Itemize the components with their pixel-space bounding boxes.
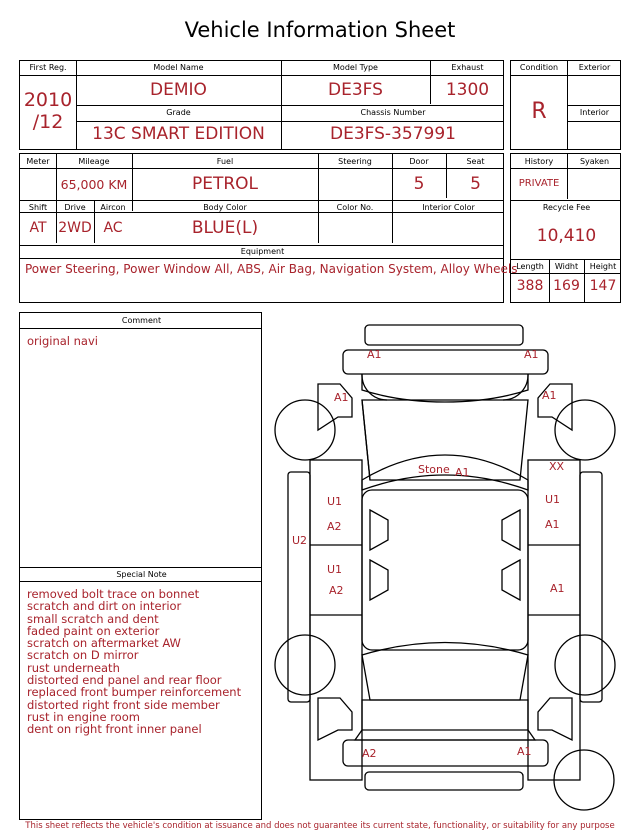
- special-note-list: [27, 588, 241, 736]
- chassis-number-value: DE3FS-357991: [330, 124, 456, 144]
- special-note-item: distorted right front side member: [27, 697, 220, 712]
- comment-label: Comment: [121, 316, 162, 325]
- damage-mark: Stone: [418, 463, 450, 476]
- drive-value: 2WD: [58, 220, 92, 236]
- spec-table: [19, 153, 518, 303]
- drive-label: Drive: [64, 203, 86, 212]
- height-label: Height: [589, 262, 617, 271]
- damage-mark: A1: [550, 582, 565, 595]
- exhaust-label: Exhaust: [451, 63, 484, 72]
- chassis-number-label: Chassis Number: [360, 108, 426, 117]
- condition-table: [510, 60, 621, 150]
- model-name-label: Model Name: [153, 63, 204, 72]
- history-value: PRIVATE: [518, 178, 560, 189]
- aircon-value: AC: [103, 220, 123, 236]
- damage-mark: U1: [545, 493, 561, 506]
- fuel-label: Fuel: [216, 157, 234, 166]
- height-value: 147: [589, 278, 617, 294]
- special-note-item: small scratch and dent: [27, 611, 159, 626]
- equipment-label: Equipment: [240, 247, 285, 256]
- damage-mark: A1: [334, 391, 349, 404]
- sheet-title: Vehicle Information Sheet: [184, 18, 456, 42]
- notes-panel: [19, 312, 262, 820]
- mileage-label: Mileage: [78, 157, 110, 166]
- recycle-fee-value: 10,410: [536, 226, 597, 246]
- special-note-item: scratch on aftermarket AW: [27, 636, 181, 651]
- history-table: [510, 153, 621, 303]
- meter-label: Meter: [26, 157, 50, 166]
- special-note-label: Special Note: [116, 570, 167, 579]
- color-no-label: Color No.: [336, 203, 374, 212]
- damage-mark: A1: [517, 745, 532, 758]
- damage-mark: A2: [362, 747, 377, 760]
- fuel-value: PETROL: [191, 174, 259, 194]
- grade-label: Grade: [166, 108, 191, 117]
- special-note-item: faded paint on exterior: [27, 623, 160, 638]
- condition-value: R: [531, 99, 547, 124]
- special-note-item: scratch and dirt on interior: [27, 599, 182, 614]
- grade-value: 13C SMART EDITION: [92, 124, 265, 144]
- steering-label: Steering: [338, 157, 372, 166]
- damage-mark: A2: [329, 584, 344, 597]
- special-note-item: scratch on D mirror: [27, 648, 139, 663]
- syaken-label: Syaken: [579, 157, 610, 166]
- model-type-value: DE3FS: [328, 80, 383, 100]
- special-note-item: dent on right front inner panel: [27, 722, 202, 737]
- door-value: 5: [413, 174, 425, 194]
- special-note-item: rust underneath: [27, 660, 120, 675]
- first-reg-month: /12: [32, 111, 64, 133]
- shift-value: AT: [29, 220, 47, 236]
- width-label: Widht: [554, 262, 579, 271]
- damage-mark: A1: [455, 466, 470, 479]
- car-damage-diagram: [270, 320, 620, 820]
- damage-mark: A1: [367, 348, 382, 361]
- recycle-fee-label: Recycle Fee: [542, 203, 591, 212]
- mileage-value: 65,000 KM: [60, 177, 128, 192]
- seat-value: 5: [470, 174, 481, 194]
- damage-mark: U1: [327, 495, 343, 508]
- comment-text: original navi: [27, 334, 98, 348]
- exterior-label: Exterior: [578, 63, 611, 72]
- condition-label: Condition: [519, 63, 559, 72]
- damage-mark: U2: [292, 534, 308, 547]
- first-reg-year: 2010: [23, 89, 73, 111]
- equipment-value: Power Steering, Power Window All, ABS, Air Bag, Navigation System, Alloy Wheels: [25, 262, 518, 276]
- damage-mark: A1: [545, 518, 560, 531]
- interior-color-label: Interior Color: [422, 203, 475, 212]
- aircon-label: Aircon: [100, 203, 126, 212]
- length-value: 388: [516, 278, 544, 294]
- first-reg-label: First Reg.: [29, 63, 67, 72]
- disclaimer-footer: This sheet reflects the vehicle's condition at issuance and does not guarantee its current state, functionality, or suitability for any purpose: [25, 821, 615, 831]
- shift-label: Shift: [28, 203, 48, 212]
- model-type-label: Model Type: [333, 63, 378, 72]
- damage-mark: A2: [327, 520, 342, 533]
- damage-mark: A1: [524, 348, 539, 361]
- model-name-value: DEMIO: [150, 80, 207, 100]
- history-label: History: [524, 157, 554, 166]
- length-label: Length: [516, 262, 544, 271]
- special-note-item: rust in engine room: [27, 709, 140, 724]
- special-note-item: replaced front bumper reinforcement: [27, 685, 242, 700]
- door-label: Door: [409, 157, 429, 166]
- body-color-label: Body Color: [203, 203, 247, 212]
- damage-mark: U1: [327, 563, 343, 576]
- interior-label: Interior: [579, 108, 610, 117]
- damage-mark: XX: [549, 460, 565, 473]
- special-note-item: distorted end panel and rear floor: [27, 673, 222, 688]
- model-info-table: [19, 60, 504, 150]
- damage-mark: A1: [542, 389, 557, 402]
- special-note-item: removed bolt trace on bonnet: [27, 587, 200, 601]
- width-value: 169: [553, 278, 580, 294]
- exhaust-value: 1300: [445, 80, 490, 100]
- body-color-value: BLUE(L): [191, 218, 259, 238]
- seat-label: Seat: [466, 157, 485, 166]
